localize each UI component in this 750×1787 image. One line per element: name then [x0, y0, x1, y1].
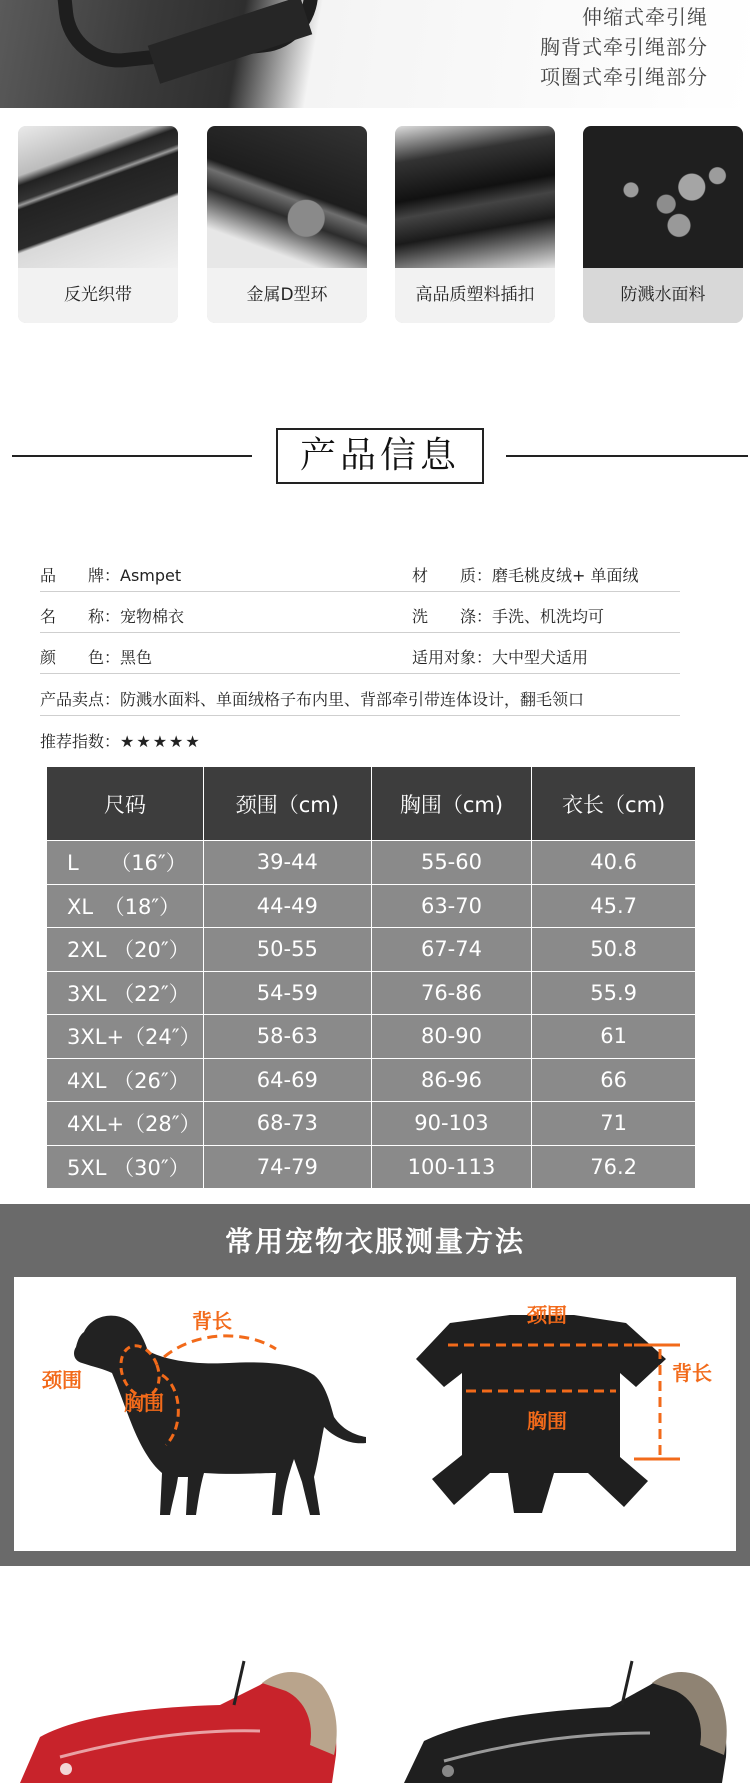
size-cell: 2XL （20″）	[47, 928, 204, 972]
brand-field	[40, 560, 181, 592]
measure-cell: 39-44	[203, 841, 371, 885]
column-header: 颈围（cm)	[203, 767, 371, 841]
rating-field	[40, 726, 202, 758]
name-value: 宠物棉衣	[120, 607, 185, 626]
measure-cell: 74-79	[203, 1145, 371, 1189]
name-label: 名 称：	[40, 607, 121, 626]
column-header: 胸围（cm)	[371, 767, 532, 841]
coat-neck-label: 颈围	[527, 1303, 567, 1327]
d-ring-photo	[207, 126, 367, 268]
waterproof-fabric-photo	[583, 126, 743, 268]
measure-cell: 44-49	[203, 884, 371, 928]
size-cell: 3XL+（24″）	[47, 1015, 204, 1059]
measure-cell: 50.8	[532, 928, 696, 972]
info-row	[40, 601, 680, 633]
table-row	[47, 1015, 696, 1059]
hero-photo	[0, 0, 750, 108]
reflective-strap-photo	[18, 126, 178, 268]
size-cell: L （16″）	[47, 841, 204, 885]
target-field	[412, 642, 588, 674]
rating-stars: ★★★★★	[120, 732, 202, 751]
feature-tiles	[18, 126, 740, 324]
column-header: 尺码	[47, 767, 204, 841]
dog-neck-label: 颈围	[42, 1368, 82, 1392]
table-row	[47, 841, 696, 885]
brand-label: 品 牌：	[40, 566, 121, 585]
row-divider	[40, 591, 680, 592]
table-row	[47, 971, 696, 1015]
feature-caption: 金属D型环	[207, 268, 367, 323]
measure-cell: 58-63	[203, 1015, 371, 1059]
hero-text	[540, 2, 708, 92]
color-label: 颜 色：	[40, 648, 121, 667]
measurement-guide	[0, 1204, 750, 1566]
measure-cell: 55.9	[532, 971, 696, 1015]
color-value: 黑色	[120, 648, 153, 667]
material-value: 磨毛桃皮绒+ 单面绒	[492, 566, 639, 585]
hero-line: 项圈式牵引绳部分	[540, 65, 708, 89]
table-row	[47, 1102, 696, 1146]
size-cell: XL （18″）	[47, 884, 204, 928]
table-header-row	[47, 767, 696, 841]
feature-caption: 防溅水面料	[583, 268, 743, 323]
info-row	[40, 726, 680, 758]
measurement-panel	[14, 1277, 736, 1551]
material-field	[412, 560, 639, 592]
measure-cell: 80-90	[371, 1015, 532, 1059]
dog-chest-label: 胸围	[124, 1391, 164, 1415]
measurement-illustration	[14, 1277, 736, 1551]
material-label: 材 质：	[412, 566, 493, 585]
info-row	[40, 642, 680, 674]
size-table-body	[47, 841, 696, 1189]
feature-tile-waterproof	[583, 126, 743, 323]
coat-back-label: 背长	[672, 1361, 712, 1385]
measure-cell: 68-73	[203, 1102, 371, 1146]
feature-caption: 反光织带	[18, 268, 178, 323]
measure-cell: 55-60	[371, 841, 532, 885]
row-divider	[40, 673, 680, 674]
column-header: 衣长（cm)	[532, 767, 696, 841]
info-row	[40, 684, 680, 716]
coat-chest-label: 胸围	[527, 1409, 567, 1433]
selling-label: 产品卖点：	[40, 690, 121, 709]
hero-line: 胸背式牵引绳部分	[540, 35, 708, 59]
row-divider	[40, 715, 680, 716]
table-row	[47, 1058, 696, 1102]
measure-cell: 61	[532, 1015, 696, 1059]
measure-cell: 64-69	[203, 1058, 371, 1102]
feature-tile-reflective	[18, 126, 178, 323]
info-row	[40, 560, 680, 592]
section-title: 产品信息	[276, 428, 484, 484]
feature-tile-buckle	[395, 126, 555, 323]
measure-cell: 90-103	[371, 1102, 532, 1146]
paw-print-icon	[60, 1763, 72, 1775]
row-divider	[40, 632, 680, 633]
wash-value: 手洗、机洗均可	[492, 607, 605, 626]
buckle-photo	[395, 126, 555, 268]
coat-photos-illustration	[0, 1645, 750, 1783]
measure-cell: 76-86	[371, 971, 532, 1015]
target-label: 适用对象：	[412, 648, 493, 667]
size-cell: 5XL （30″）	[47, 1145, 204, 1189]
table-row	[47, 1145, 696, 1189]
measure-cell: 50-55	[203, 928, 371, 972]
measure-cell: 45.7	[532, 884, 696, 928]
dog-back-line	[164, 1336, 276, 1357]
wash-label: 洗 涤：	[412, 607, 493, 626]
measure-cell: 66	[532, 1058, 696, 1102]
size-table	[46, 766, 696, 1189]
selling-value: 防溅水面料、单面绒格子布内里、背部牵引带连体设计，翻毛领口	[120, 690, 585, 709]
dog-silhouette	[74, 1316, 366, 1515]
measure-cell: 100-113	[371, 1145, 532, 1189]
color-field	[40, 642, 152, 674]
size-cell: 4XL+（28″）	[47, 1102, 204, 1146]
feature-tile-d-ring	[207, 126, 367, 323]
table-row	[47, 884, 696, 928]
measure-cell: 40.6	[532, 841, 696, 885]
measure-cell: 54-59	[203, 971, 371, 1015]
selling-field	[40, 684, 584, 716]
rating-label: 推荐指数：	[40, 732, 121, 751]
measure-cell: 63-70	[371, 884, 532, 928]
size-cell: 3XL （22″）	[47, 971, 204, 1015]
size-cell: 4XL （26″）	[47, 1058, 204, 1102]
measure-cell: 67-74	[371, 928, 532, 972]
measure-cell: 71	[532, 1102, 696, 1146]
table-row	[47, 928, 696, 972]
hero-line: 伸缩式牵引绳	[582, 5, 708, 29]
brand-value: Asmpet	[120, 566, 182, 585]
heading-divider-left	[12, 455, 252, 457]
coat-product-photos	[0, 1645, 750, 1783]
target-value: 大中型犬适用	[492, 648, 589, 667]
wash-field	[412, 601, 604, 633]
paw-print-icon	[442, 1765, 454, 1777]
dog-back-label: 背长	[192, 1309, 232, 1333]
feature-caption: 高品质塑料插扣	[395, 268, 555, 323]
measure-cell: 86-96	[371, 1058, 532, 1102]
measure-cell: 76.2	[532, 1145, 696, 1189]
heading-divider-right	[506, 455, 748, 457]
name-field	[40, 601, 184, 633]
product-info-heading	[0, 428, 750, 484]
measurement-title: 常用宠物衣服测量方法	[224, 1225, 525, 1258]
